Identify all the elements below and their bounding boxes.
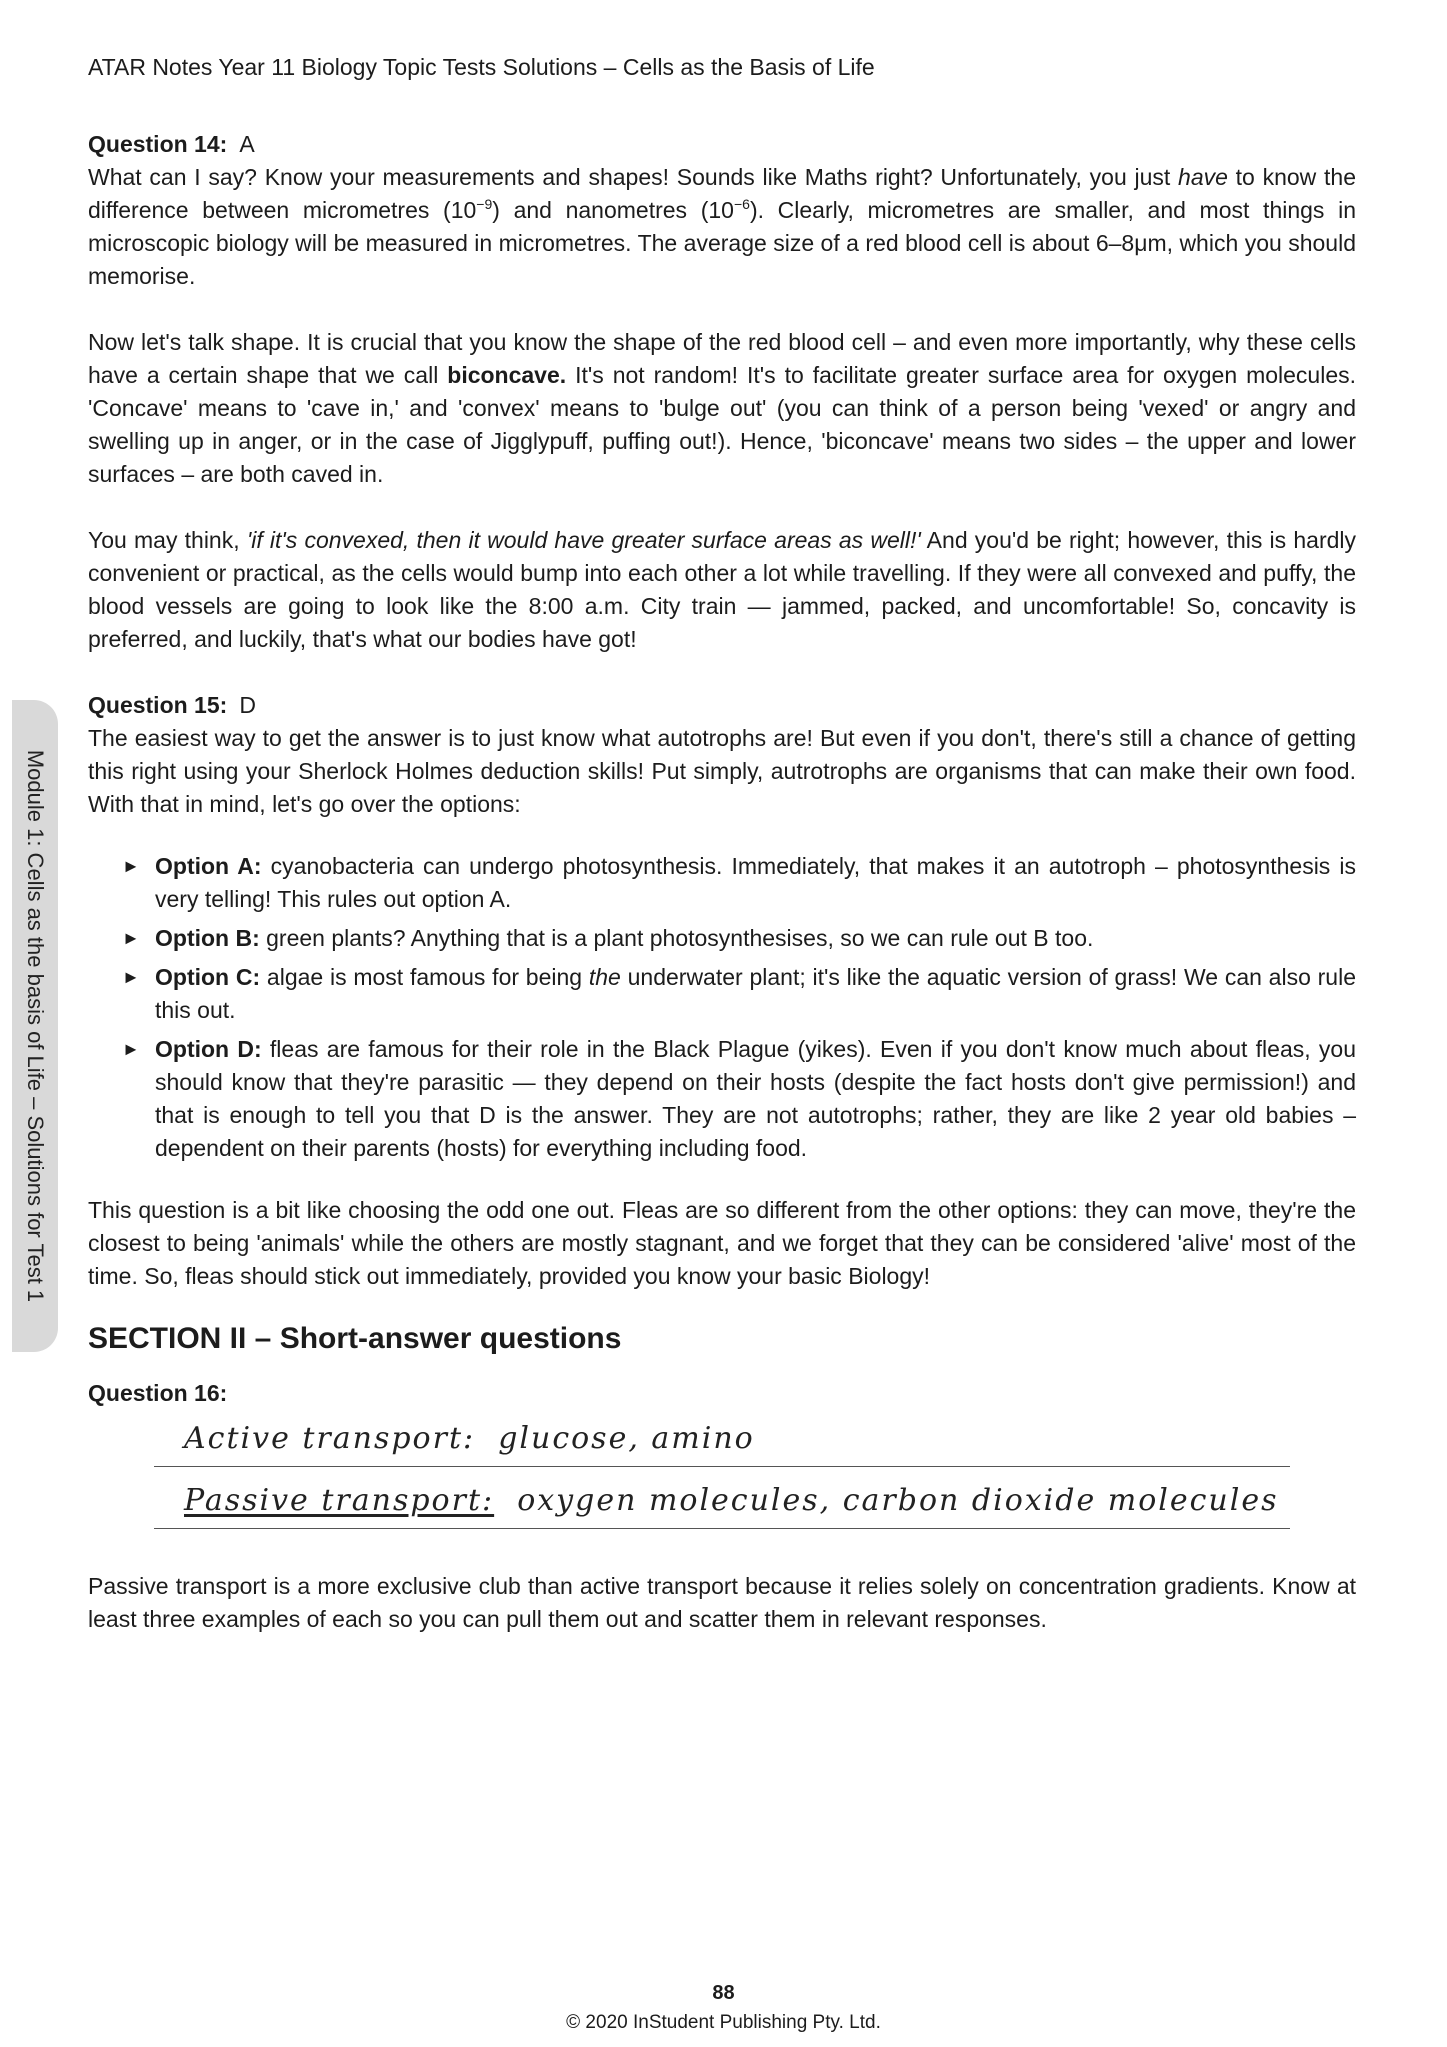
list-item: ► Option C: algae is most famous for being the underwater plant; it's like the aquatic version of grass! We can also rule this out. (88, 961, 1356, 1027)
options-list (88, 850, 1356, 1165)
paragraph: This question is a bit like choosing the odd one out. Fleas are so different from the other options: they can move, they're the closest to being 'animals' while the others are mostly stagnant, and we forget that they can be considered 'alive' most of the time. So, fleas should stick out immediately, provided you know your basic Biology! (88, 1197, 1356, 1289)
page-content (88, 128, 1356, 1636)
question-answer: A (239, 131, 255, 157)
answer-line-1: Active transport: glucose, amino (184, 1421, 755, 1456)
running-header: ATAR Notes Year 11 Biology Topic Tests Solutions – Cells as the Basis of Life (88, 54, 875, 80)
paragraph: Passive transport is a more exclusive club than active transport because it relies solely on concentration gradients. Know at least three examples of each so you can pull them out and scatter them in relevant responses. (88, 1573, 1356, 1632)
arrow-bullet-icon: ► (122, 967, 140, 987)
paragraph: You may think, 'if it's convexed, then it would have greater surface areas as well!' And you'd be right; however, this is hardly convenient or practical, as the cells would bump into each other a lot while travelling. If they were all convexed and puffy, the blood vessels are going to look like the 8:00 a.m. City train — jammed, packed, and uncomfortable! So, concavity is preferred, and luckily, that's what our bodies have got! (88, 527, 1356, 652)
paragraph: Now let's talk shape. It is crucial that you know the shape of the red blood cell – and even more importantly, why these cells have a certain shape that we call biconcave. It's not random! It's to facilitate greater surface area for oxygen molecules. 'Concave' means to 'cave in,' and 'convex' means to 'bulge out' (you can think of a person being 'vexed' or angry and swelling up in anger, or in the case of Jigglypuff, puffing out!). Hence, 'biconcave' means two sides – the upper and lower surfaces – are both caved in. (88, 329, 1357, 487)
answer-rule (154, 1528, 1290, 1529)
question-label: Question 15: (88, 692, 228, 718)
list-item: ► Option D: fleas are famous for their role in the Black Plague (yikes). Even if you don't know much about fleas, you should know that they're parasitic — they depend on their hosts (despite the fact hosts don't give permission!) and that is enough to tell you that D is the answer. They are not autotrophs; rather, they are like 2 year old babies – dependent on their parents (hosts) for everything including food. (88, 1033, 1356, 1165)
question-14-heading (88, 128, 1356, 161)
page-number: 88 (712, 1982, 735, 2004)
copyright: © 2020 InStudent Publishing Pty. Ltd. (566, 2012, 881, 2033)
arrow-bullet-icon: ► (122, 856, 140, 876)
paragraph: What can I say? Know your measurements and shapes! Sounds like Maths right? Unfortunately, you just have to know the difference between micrometres $(10^{-9})$ and nanometres $(10^{-6})$. Clearly, micrometres are smaller, and most things in microscopic biology will be measured in micrometres. The average size of a red blood cell is about 6–8μm, which you should memorise. (88, 164, 1356, 289)
list-item: ► Option A: cyanobacteria can undergo photosynthesis. Immediately, that makes it an autotroph – photosynthesis is very telling! This rules out option A. (88, 850, 1356, 916)
question-label: Question 16: (88, 1380, 228, 1406)
section-title: SECTION II – Short-answer questions (88, 1322, 622, 1355)
answer-line-2: Passive transport: oxygen molecules, carbon dioxide molecules (184, 1483, 1279, 1518)
answer-rule (154, 1466, 1290, 1467)
list-item: ► Option B: green plants? Anything that is a plant photosynthesises, so we can rule out B too. (88, 922, 1356, 955)
question-15-heading (88, 689, 1356, 722)
question-16-heading (88, 1377, 1356, 1410)
arrow-bullet-icon: ► (122, 928, 140, 948)
arrow-bullet-icon: ► (122, 1039, 140, 1059)
question-answer: D (239, 692, 256, 718)
question-label: Question 14: (88, 131, 228, 157)
side-tab-label: Module 1: Cells as the basis of Life – Solutions for Test 1 (23, 749, 48, 1303)
paragraph: The easiest way to get the answer is to just know what autotrophs are! But even if you don't, there's still a chance of getting this right using your Sherlock Holmes deduction skills! Put simply, autrotrophs are organisms that can make their own food. With that in mind, let's go over the options: (88, 725, 1356, 817)
handwritten-answer (154, 1410, 1290, 1570)
